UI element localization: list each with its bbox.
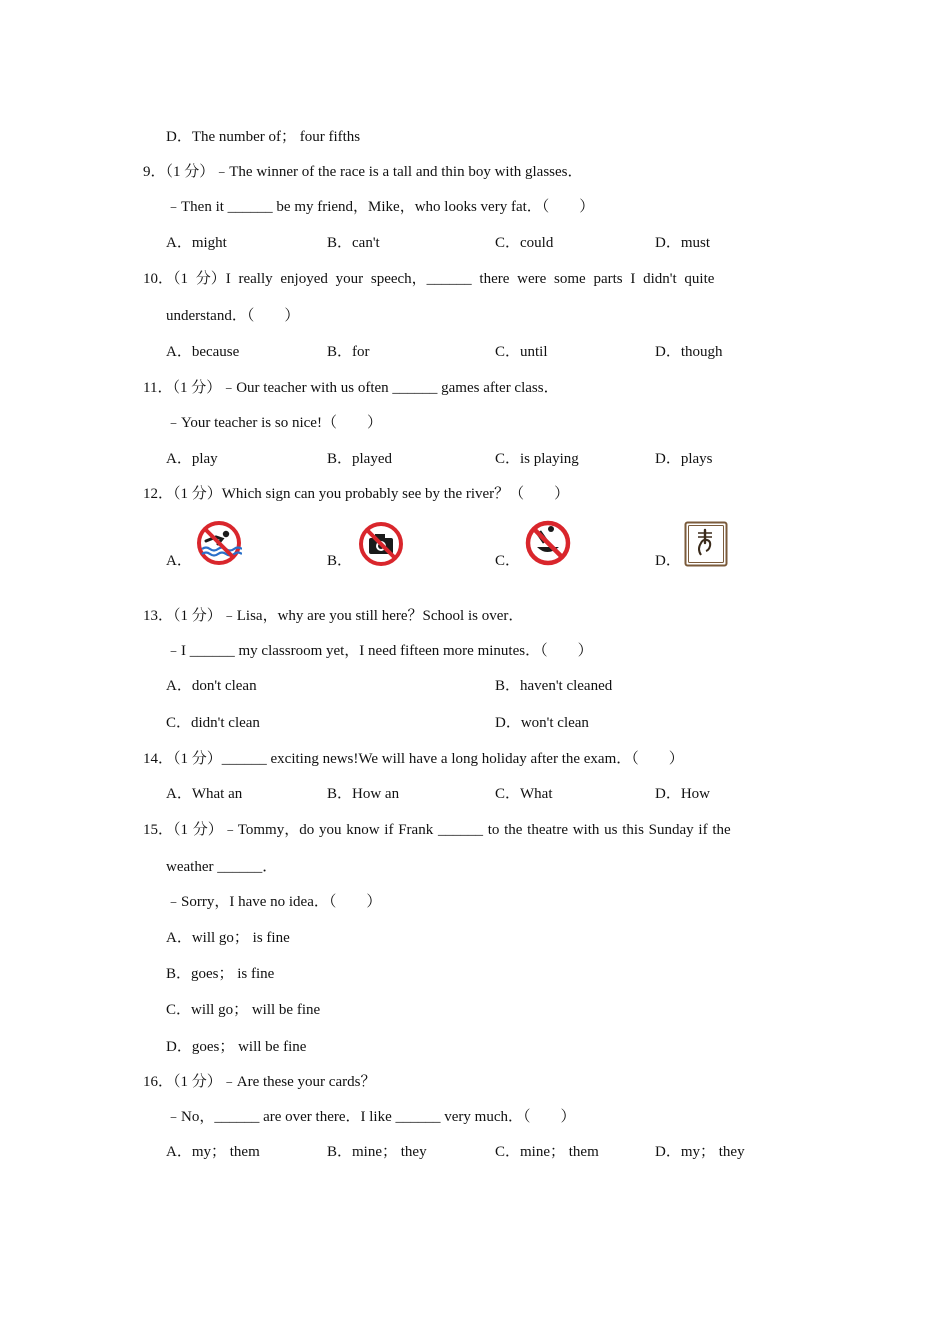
q15-option-a[interactable]: A．will go； is fine <box>166 930 290 946</box>
q14-option-d[interactable]: D．How <box>655 786 710 802</box>
q12-option-d-label[interactable]: D． <box>655 553 681 569</box>
q13-stem: 13．（1 分）﹣Lisa，why are you still here？School is over． <box>143 608 524 624</box>
no-littering-sign-icon[interactable] <box>525 517 571 572</box>
no-photography-sign-icon[interactable] <box>358 521 404 572</box>
q14-option-b[interactable]: B．How an <box>327 786 400 802</box>
q13-option-b[interactable]: B．haven't cleaned <box>495 678 613 694</box>
q10-option-b[interactable]: B．for <box>327 344 370 360</box>
q9-option-c[interactable]: C．could <box>495 235 554 251</box>
quiet-please-sign-icon[interactable] <box>684 521 728 572</box>
q15-option-b[interactable]: B．goes； is fine <box>166 966 275 982</box>
q11-line2: ﹣Your teacher is so nice!（ ） <box>166 415 382 431</box>
q10-option-d[interactable]: D．though <box>655 344 723 360</box>
q9-option-b[interactable]: B．can't <box>327 235 380 251</box>
q12-option-b-label[interactable]: B． <box>327 553 353 569</box>
q15-option-c[interactable]: C．will go； will be fine <box>166 1002 321 1018</box>
q13-option-a[interactable]: A．don't clean <box>166 678 257 694</box>
q12-stem: 12．（1 分）Which sign can you probably see by the river？（ ） <box>143 486 570 502</box>
q11-option-a[interactable]: A．play <box>166 451 218 467</box>
q16-stem: 16．（1 分）﹣Are these your cards？ <box>143 1074 376 1090</box>
q11-option-d[interactable]: D．plays <box>655 451 713 467</box>
q16-option-b[interactable]: B．mine； they <box>327 1144 427 1160</box>
q13-option-d[interactable]: D．won't clean <box>495 715 589 731</box>
q8-option-d[interactable]: D．The number of； four fifths <box>166 129 361 145</box>
q12-option-c-label[interactable]: C． <box>495 553 521 569</box>
q10-line2: understand．（ ） <box>166 308 300 324</box>
q14-option-c[interactable]: C．What <box>495 786 553 802</box>
q9-option-a[interactable]: A．might <box>166 235 227 251</box>
no-swimming-sign-icon[interactable] <box>196 519 242 572</box>
q10-option-c[interactable]: C．until <box>495 344 548 360</box>
q16-line2: ﹣No，______ are over there．I like ______ very much．（ ） <box>166 1109 576 1125</box>
q11-stem: 11．（1 分）﹣Our teacher with us often ______ games after class． <box>143 380 559 396</box>
q13-option-c[interactable]: C．didn't clean <box>166 715 260 731</box>
q15-option-d[interactable]: D．goes； will be fine <box>166 1039 307 1055</box>
q16-option-d[interactable]: D．my； they <box>655 1144 745 1160</box>
q9-stem: 9．（1 分）﹣The winner of the race is a tall and thin boy with glasses． <box>143 164 583 180</box>
q10-stem: 10．（1 分）I really enjoyed your speech，______ there were some parts I didn't quite <box>143 271 715 287</box>
q15-line3: ﹣Sorry，I have no idea．（ ） <box>166 894 382 910</box>
q14-option-a[interactable]: A．What an <box>166 786 243 802</box>
q11-option-b[interactable]: B．played <box>327 451 392 467</box>
q16-option-a[interactable]: A．my； them <box>166 1144 260 1160</box>
q15-line2: weather ______． <box>166 859 278 875</box>
q11-option-c[interactable]: C．is playing <box>495 451 579 467</box>
q13-line2: ﹣I ______ my classroom yet，I need fifteen more minutes．（ ） <box>166 643 593 659</box>
q9-line2: ﹣Then it ______ be my friend，Mike，who looks very fat．（ ） <box>166 199 595 215</box>
q12-option-a-label[interactable]: A． <box>166 553 192 569</box>
q9-option-d[interactable]: D．must <box>655 235 711 251</box>
q15-stem: 15．（1 分）﹣Tommy，do you know if Frank ______ to the theatre with us this Sunday if the <box>143 822 731 838</box>
q14-stem: 14．（1 分）______ exciting news!We will have a long holiday after the exam．（ ） <box>143 751 684 767</box>
q16-option-c[interactable]: C．mine； them <box>495 1144 599 1160</box>
q10-option-a[interactable]: A．because <box>166 344 240 360</box>
